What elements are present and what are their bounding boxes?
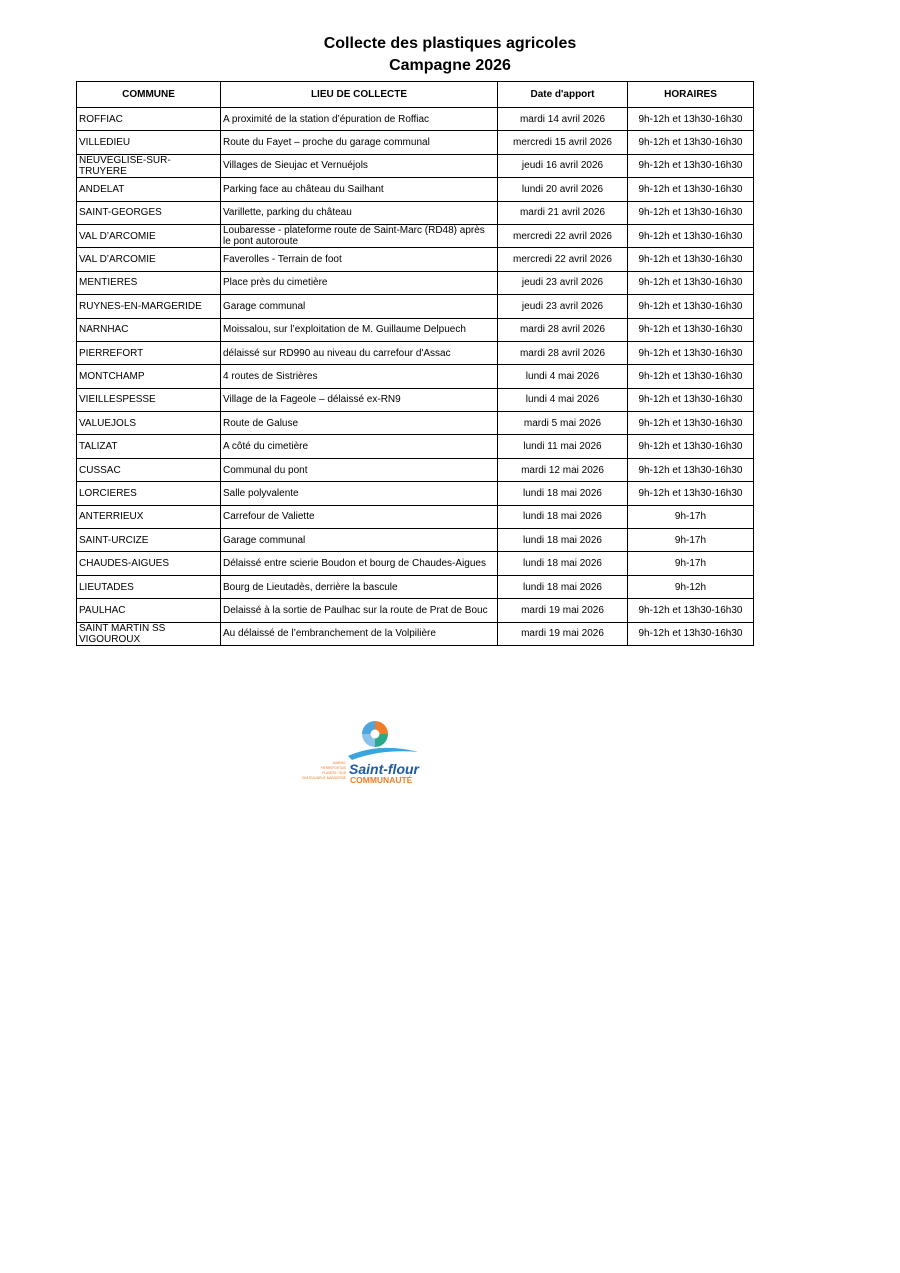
lieu-cell: Parking face au château du Sailhant (221, 178, 498, 201)
date-cell: mardi 28 avril 2026 (498, 341, 628, 364)
lieu-cell: Délaissé entre scierie Boudon et bourg de Chaudes-Aigues (221, 552, 498, 575)
lieu-cell: Loubaresse - plateforme route de Saint-Marc (RD48) après le pont autoroute (221, 224, 498, 247)
lieu-cell: Delaissé à la sortie de Paulhac sur la route de Prat de Bouc (221, 599, 498, 622)
commune-cell: ANDELAT (77, 178, 221, 201)
table-row (77, 412, 754, 435)
horaires-cell: 9h-12h et 13h30-16h30 (628, 341, 754, 364)
commune-cell: PIERREFORT (77, 341, 221, 364)
table-row (77, 458, 754, 481)
table-row (77, 248, 754, 271)
lieu-cell: Route du Fayet – proche du garage communal (221, 131, 498, 154)
date-cell: lundi 11 mai 2026 (498, 435, 628, 458)
table-row (77, 271, 754, 294)
lieu-cell: Garage communal (221, 295, 498, 318)
horaires-cell: 9h-12h et 13h30-16h30 (628, 201, 754, 224)
commune-cell: LIEUTADES (77, 575, 221, 598)
commune-cell: MENTIERES (77, 271, 221, 294)
date-cell: jeudi 23 avril 2026 (498, 271, 628, 294)
table-row (77, 341, 754, 364)
lieu-cell: délaissé sur RD990 au niveau du carrefour d'Assac (221, 341, 498, 364)
horaires-cell: 9h-12h et 13h30-16h30 (628, 318, 754, 341)
lieu-cell: Bourg de Lieutadès, derrière la bascule (221, 575, 498, 598)
date-cell: lundi 18 mai 2026 (498, 575, 628, 598)
horaires-cell: 9h-12h et 13h30-16h30 (628, 599, 754, 622)
date-cell: mercredi 22 avril 2026 (498, 224, 628, 247)
commune-cell: ANTERRIEUX (77, 505, 221, 528)
lieu-cell: Garage communal (221, 529, 498, 552)
commune-cell: ROFFIAC (77, 108, 221, 131)
table-row (77, 622, 754, 645)
date-cell: mercredi 15 avril 2026 (498, 131, 628, 154)
logo-brand-name: Saint-flour (349, 761, 419, 777)
page-subtitle: Campagne 2026 (389, 57, 511, 74)
commune-cell: NARNHAC (77, 318, 221, 341)
horaires-cell: 9h-12h et 13h30-16h30 (628, 482, 754, 505)
date-cell: mardi 5 mai 2026 (498, 412, 628, 435)
collection-schedule-table (76, 81, 754, 646)
commune-cell: MONTCHAMP (77, 365, 221, 388)
commune-cell: PAULHAC (77, 599, 221, 622)
date-cell: mardi 12 mai 2026 (498, 458, 628, 481)
horaires-cell: 9h-12h et 13h30-16h30 (628, 271, 754, 294)
commune-cell: VIEILLESPESSE (77, 388, 221, 411)
lieu-cell: Faverolles - Terrain de foot (221, 248, 498, 271)
date-cell: mardi 19 mai 2026 (498, 599, 628, 622)
header-horaires: HORAIRES (628, 82, 754, 108)
commune-cell: VALUEJOLS (77, 412, 221, 435)
commune-cell: VAL D’ARCOMIE (77, 224, 221, 247)
lieu-cell: Communal du pont (221, 458, 498, 481)
lieu-cell: Varillette, parking du château (221, 201, 498, 224)
commune-cell: VILLEDIEU (77, 131, 221, 154)
lieu-cell: A proximité de la station d’épuration de Roffiac (221, 108, 498, 131)
lieu-cell: Au délaissé de l’embranchement de la Volpilière (221, 622, 498, 645)
date-cell: lundi 18 mai 2026 (498, 505, 628, 528)
table-row (77, 575, 754, 598)
commune-cell: RUYNES-EN-MARGERIDE (77, 295, 221, 318)
table-row (77, 505, 754, 528)
lieu-cell: Carrefour de Valiette (221, 505, 498, 528)
table-row (77, 295, 754, 318)
commune-cell: NEUVEGLISE-SUR-TRUYERE (77, 154, 221, 177)
date-cell: lundi 18 mai 2026 (498, 482, 628, 505)
date-cell: mardi 21 avril 2026 (498, 201, 628, 224)
date-cell: lundi 18 mai 2026 (498, 552, 628, 575)
table-row (77, 108, 754, 131)
table-row (77, 388, 754, 411)
logo-small-text-3: PLANÈZE / SUD (322, 771, 346, 775)
horaires-cell: 9h-17h (628, 552, 754, 575)
horaires-cell: 9h-12h et 13h30-16h30 (628, 295, 754, 318)
date-cell: jeudi 16 avril 2026 (498, 154, 628, 177)
horaires-cell: 9h-12h et 13h30-16h30 (628, 622, 754, 645)
logo-small-text-1: AUBRAC (332, 761, 346, 765)
date-cell: lundi 4 mai 2026 (498, 365, 628, 388)
logo-brand-subtitle: COMMUNAUTÉ (350, 775, 413, 785)
horaires-cell: 9h-12h et 13h30-16h30 (628, 248, 754, 271)
header-date: Date d'apport (498, 82, 628, 108)
table-header-row (77, 82, 754, 108)
date-cell: mardi 14 avril 2026 (498, 108, 628, 131)
horaires-cell: 9h-12h et 13h30-16h30 (628, 154, 754, 177)
logo-small-text (302, 761, 347, 780)
lieu-cell: Route de Galuse (221, 412, 498, 435)
lieu-cell: Moissalou, sur l’exploitation de M. Guillaume Delpuech (221, 318, 498, 341)
commune-cell: CHAUDES-AIGUES (77, 552, 221, 575)
lieu-cell: Villages de Sieujac et Vernuéjols (221, 154, 498, 177)
date-cell: lundi 20 avril 2026 (498, 178, 628, 201)
horaires-cell: 9h-12h et 13h30-16h30 (628, 412, 754, 435)
date-cell: lundi 18 mai 2026 (498, 529, 628, 552)
horaires-cell: 9h-12h et 13h30-16h30 (628, 458, 754, 481)
date-cell: mardi 19 mai 2026 (498, 622, 628, 645)
logo-small-text-4: CHÂTEAUNEUF-MARGERIDE (301, 776, 346, 780)
table-row (77, 131, 754, 154)
header-lieu: LIEU DE COLLECTE (221, 82, 498, 108)
horaires-cell: 9h-12h et 13h30-16h30 (628, 224, 754, 247)
saint-flour-communaute-logo (300, 716, 425, 788)
logo-emblem-icon (348, 721, 418, 760)
table-row (77, 224, 754, 247)
table-row (77, 552, 754, 575)
date-cell: lundi 4 mai 2026 (498, 388, 628, 411)
table-row (77, 178, 754, 201)
lieu-cell: Village de la Fageole – délaissé ex-RN9 (221, 388, 498, 411)
commune-cell: SAINT-URCIZE (77, 529, 221, 552)
lieu-cell: A côté du cimetière (221, 435, 498, 458)
date-cell: mercredi 22 avril 2026 (498, 248, 628, 271)
horaires-cell: 9h-12h et 13h30-16h30 (628, 365, 754, 388)
page-title: Collecte des plastiques agricoles (323, 35, 577, 52)
lieu-cell: Place près du cimetière (221, 271, 498, 294)
horaires-cell: 9h-12h et 13h30-16h30 (628, 178, 754, 201)
horaires-cell: 9h-12h et 13h30-16h30 (628, 131, 754, 154)
table-row (77, 482, 754, 505)
logo-small-text-2: PIERREFORTAIS (320, 766, 346, 770)
table-row (77, 154, 754, 177)
commune-cell: LORCIERES (77, 482, 221, 505)
horaires-cell: 9h-12h et 13h30-16h30 (628, 388, 754, 411)
commune-cell: TALIZAT (77, 435, 221, 458)
commune-cell: CUSSAC (77, 458, 221, 481)
commune-cell: VAL D’ARCOMIE (77, 248, 221, 271)
horaires-cell: 9h-17h (628, 505, 754, 528)
commune-cell: SAINT-GEORGES (77, 201, 221, 224)
table-row (77, 201, 754, 224)
commune-cell: SAINT MARTIN SS VIGOUROUX (77, 622, 221, 645)
horaires-cell: 9h-12h et 13h30-16h30 (628, 435, 754, 458)
horaires-cell: 9h-12h (628, 575, 754, 598)
table-row (77, 529, 754, 552)
table-row (77, 318, 754, 341)
lieu-cell: 4 routes de Sistrières (221, 365, 498, 388)
table-row (77, 599, 754, 622)
date-cell: mardi 28 avril 2026 (498, 318, 628, 341)
horaires-cell: 9h-17h (628, 529, 754, 552)
header-commune: COMMUNE (77, 82, 221, 108)
table-row (77, 365, 754, 388)
lieu-cell: Salle polyvalente (221, 482, 498, 505)
horaires-cell: 9h-12h et 13h30-16h30 (628, 108, 754, 131)
date-cell: jeudi 23 avril 2026 (498, 295, 628, 318)
table-row (77, 435, 754, 458)
table-body (77, 108, 754, 646)
